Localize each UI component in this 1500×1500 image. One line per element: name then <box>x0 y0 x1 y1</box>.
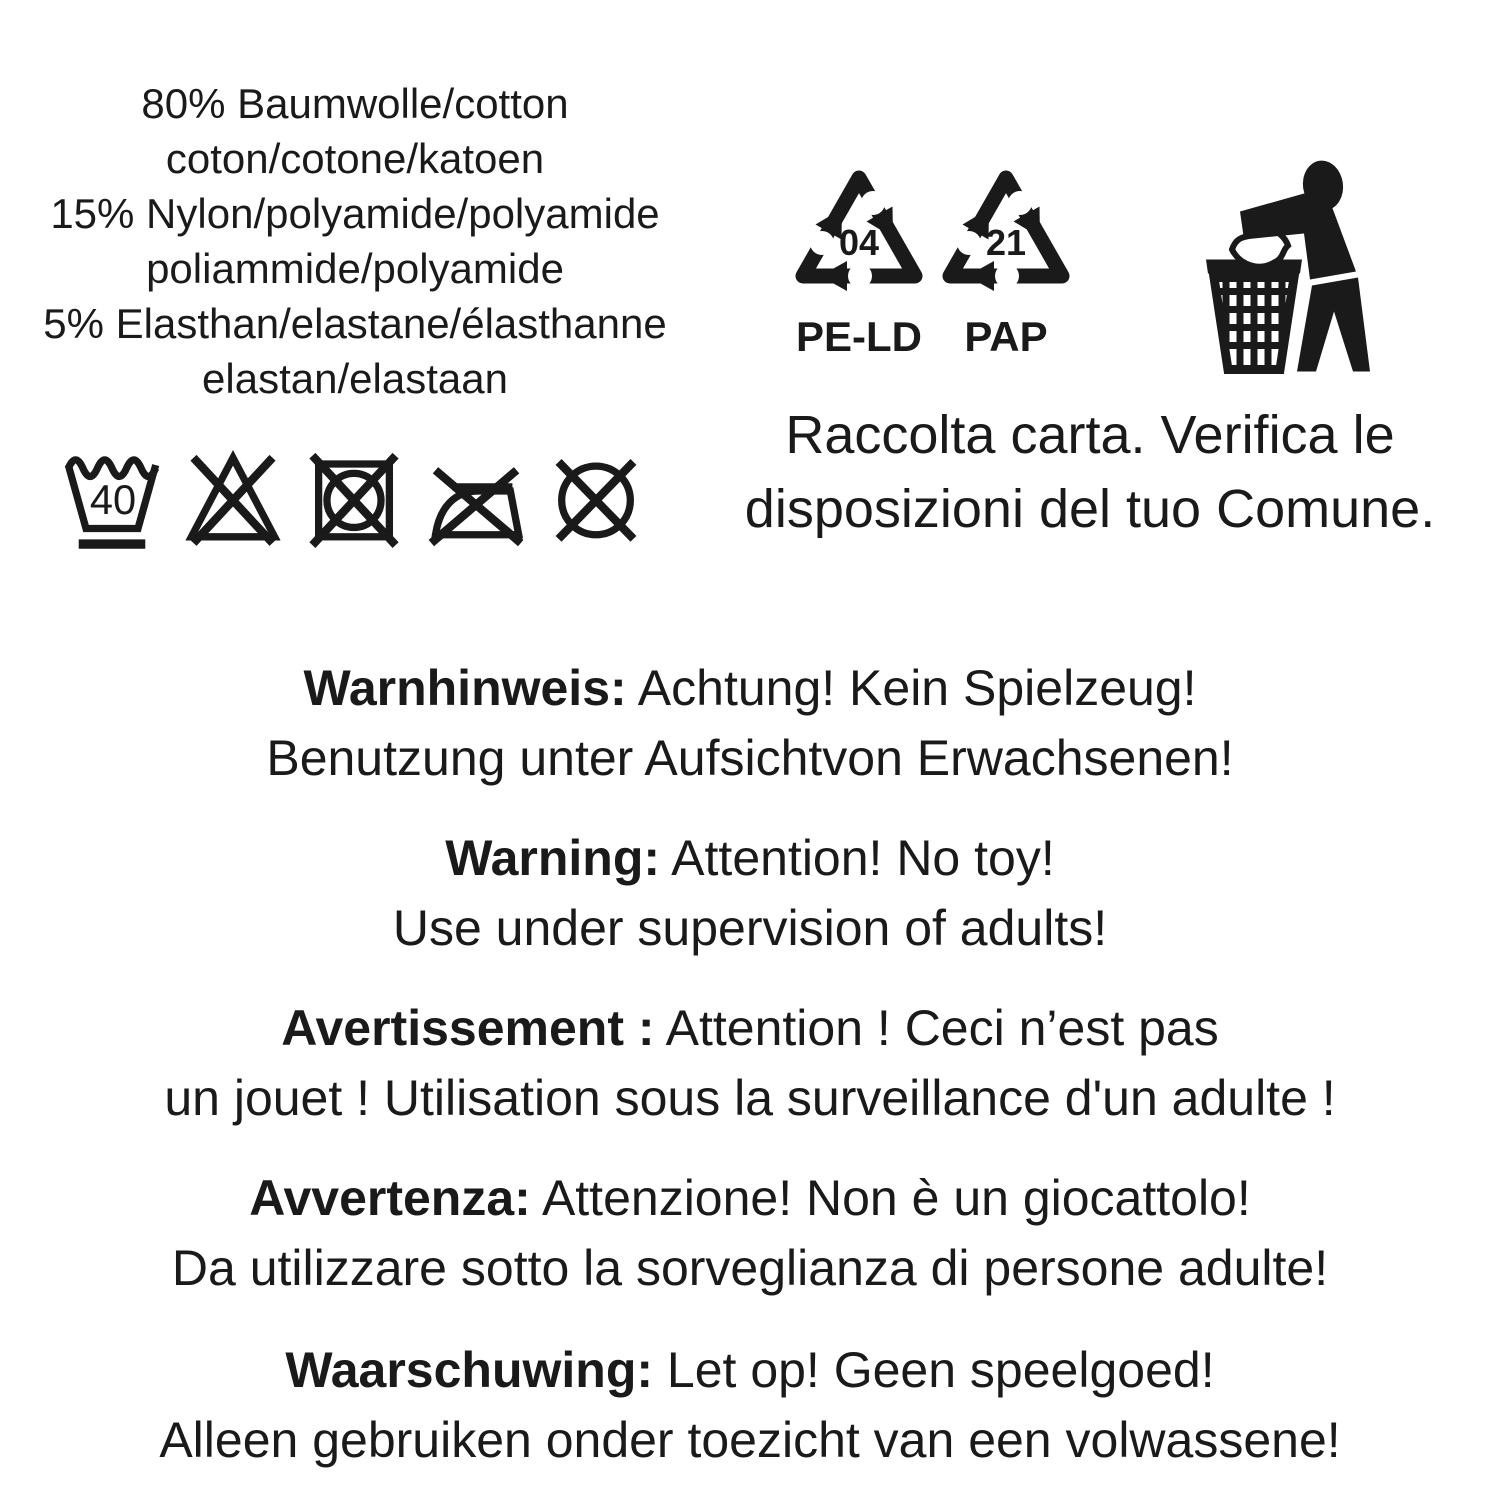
tidy-man-icon <box>1200 152 1372 380</box>
care-symbols-row <box>60 443 648 563</box>
composition-line: 15% Nylon/polyamide/polyamide <box>50 190 660 237</box>
warning-english <box>0 823 1500 963</box>
warning-german <box>0 653 1500 793</box>
do-not-iron-icon <box>423 443 527 563</box>
warning-line: Waarschuwing: Let op! Geen speelgoed! <box>285 1342 1215 1398</box>
warning-line: Use under supervision of adults! <box>392 900 1108 956</box>
warning-line: Da utilizzare sotto la sorveglianza di persone adulte! <box>171 1240 1329 1296</box>
do-not-tumble-dry-icon <box>302 443 406 563</box>
do-not-bleach-icon <box>181 443 285 563</box>
warning-line: Benutzung unter Aufsichtvon Erwachsenen! <box>266 730 1234 786</box>
warning-line: Warning: Attention! No toy! <box>445 830 1055 886</box>
fabric-composition <box>30 76 680 406</box>
machine-wash-40-mild-icon <box>60 443 164 563</box>
warning-line: Warnhinweis: Achtung! Kein Spielzeug! <box>303 660 1197 716</box>
composition-line: 5% Elasthan/elastane/élasthanne <box>43 300 667 347</box>
resin-code: 04 <box>838 222 880 263</box>
note-line: disposizioni del tuo Comune. <box>744 479 1436 539</box>
warning-french <box>0 993 1500 1133</box>
note-line: Raccolta carta. Verifica le <box>785 405 1395 465</box>
resin-code: 21 <box>985 222 1027 263</box>
paper-collection-note <box>690 398 1490 546</box>
do-not-dry-clean-icon <box>544 443 648 563</box>
recycling-mobius-21-icon <box>940 163 1072 313</box>
warning-line: Alleen gebruiken onder toezicht van een volwassene! <box>159 1412 1341 1468</box>
recycling-mobius-04-icon <box>793 163 925 313</box>
wash-temperature: 40 <box>89 475 137 523</box>
resin-label: PAP <box>964 313 1048 360</box>
composition-line: coton/cotone/katoen <box>165 135 545 182</box>
warning-dutch <box>0 1335 1500 1475</box>
resin-label: PE-LD <box>796 313 922 360</box>
recycling-symbol-pe-ld <box>793 163 925 361</box>
composition-line: elastan/elastaan <box>202 355 508 402</box>
warning-line: Avertissement : Attention ! Ceci n’est pas <box>281 1000 1219 1056</box>
warning-italian <box>0 1163 1500 1303</box>
recycling-symbol-pap <box>940 163 1072 361</box>
warning-line: un jouet ! Utilisation sous la surveillance d'un adulte ! <box>164 1070 1336 1126</box>
composition-line: poliammide/polyamide <box>146 245 564 292</box>
composition-line: 80% Baumwolle/cotton <box>141 80 569 127</box>
warning-line: Avvertenza: Attenzione! Non è un giocattolo! <box>249 1170 1251 1226</box>
